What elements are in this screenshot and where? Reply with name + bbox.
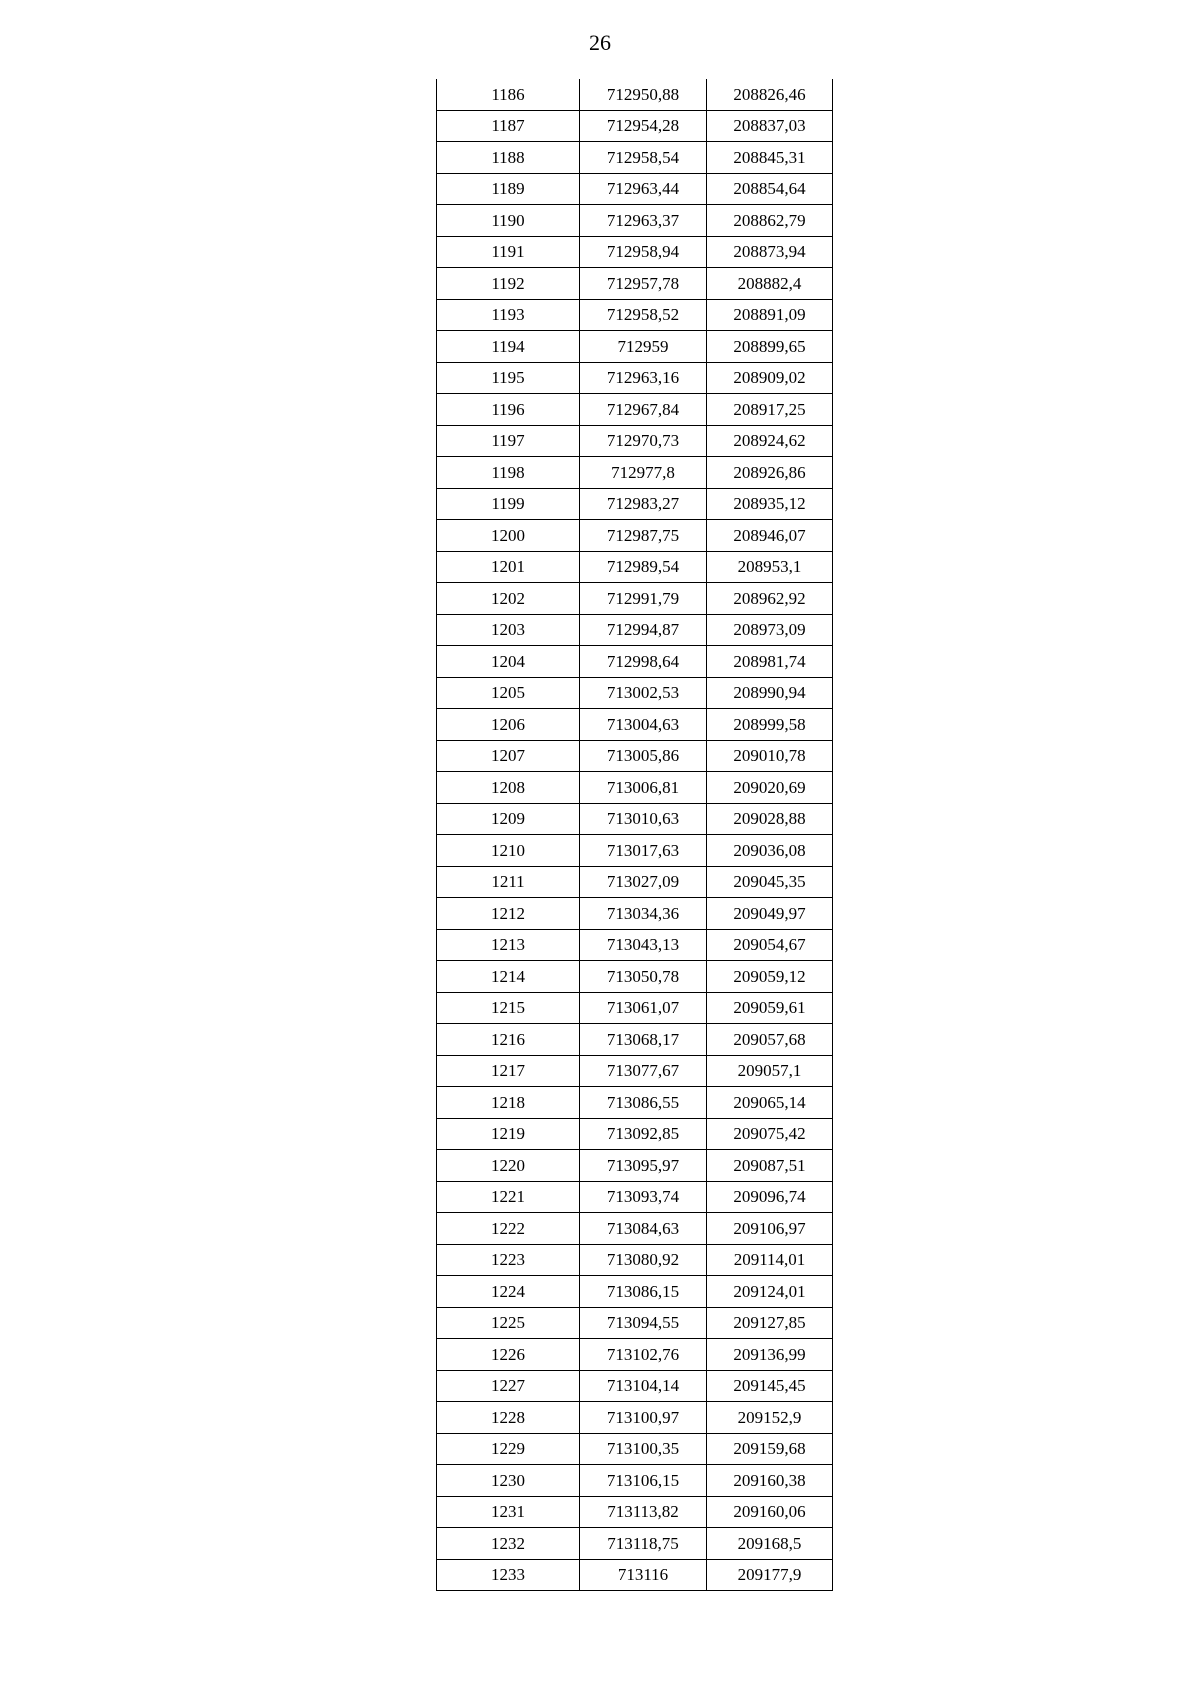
- table-row: [437, 520, 833, 552]
- y-coordinate-cell: 209136,99: [707, 1339, 833, 1371]
- table-row: [437, 1150, 833, 1182]
- y-coordinate-cell: 209059,12: [707, 961, 833, 993]
- x-coordinate-cell: 713061,07: [580, 992, 707, 1024]
- x-coordinate-cell: 713094,55: [580, 1307, 707, 1339]
- x-coordinate-cell: 712958,94: [580, 236, 707, 268]
- y-coordinate-cell: 208973,09: [707, 614, 833, 646]
- y-coordinate-cell: 208826,46: [707, 79, 833, 110]
- page-number: 26: [589, 30, 611, 55]
- point-number-cell: 1220: [437, 1150, 580, 1182]
- point-number-cell: 1223: [437, 1244, 580, 1276]
- point-number-cell: 1193: [437, 299, 580, 331]
- table-row: [437, 1181, 833, 1213]
- y-coordinate-cell: 208926,86: [707, 457, 833, 489]
- x-coordinate-cell: 712958,54: [580, 142, 707, 174]
- table-row: [437, 677, 833, 709]
- table-row: [437, 835, 833, 867]
- point-number-cell: 1229: [437, 1433, 580, 1465]
- table-row: [437, 803, 833, 835]
- table-row: [437, 1370, 833, 1402]
- table-row: [437, 268, 833, 300]
- table-row: [437, 173, 833, 205]
- table-row: [437, 1024, 833, 1056]
- point-number-cell: 1217: [437, 1055, 580, 1087]
- coordinates-table: [436, 79, 833, 1591]
- y-coordinate-cell: 208873,94: [707, 236, 833, 268]
- x-coordinate-cell: 712967,84: [580, 394, 707, 426]
- point-number-cell: 1187: [437, 110, 580, 142]
- table-row: [437, 1339, 833, 1371]
- y-coordinate-cell: 208882,4: [707, 268, 833, 300]
- y-coordinate-cell: 209160,06: [707, 1496, 833, 1528]
- table-row: [437, 394, 833, 426]
- point-number-cell: 1192: [437, 268, 580, 300]
- x-coordinate-cell: 713092,85: [580, 1118, 707, 1150]
- x-coordinate-cell: 712987,75: [580, 520, 707, 552]
- table-row: [437, 457, 833, 489]
- point-number-cell: 1212: [437, 898, 580, 930]
- x-coordinate-cell: 713086,15: [580, 1276, 707, 1308]
- point-number-cell: 1191: [437, 236, 580, 268]
- point-number-cell: 1200: [437, 520, 580, 552]
- point-number-cell: 1198: [437, 457, 580, 489]
- point-number-cell: 1216: [437, 1024, 580, 1056]
- x-coordinate-cell: 713100,35: [580, 1433, 707, 1465]
- point-number-cell: 1199: [437, 488, 580, 520]
- x-coordinate-cell: 713017,63: [580, 835, 707, 867]
- table-row: [437, 1055, 833, 1087]
- x-coordinate-cell: 712950,88: [580, 79, 707, 110]
- point-number-cell: 1195: [437, 362, 580, 394]
- point-number-cell: 1231: [437, 1496, 580, 1528]
- y-coordinate-cell: 209124,01: [707, 1276, 833, 1308]
- x-coordinate-cell: 713004,63: [580, 709, 707, 741]
- point-number-cell: 1202: [437, 583, 580, 615]
- y-coordinate-cell: 208924,62: [707, 425, 833, 457]
- table-row: [437, 961, 833, 993]
- y-coordinate-cell: 208981,74: [707, 646, 833, 678]
- y-coordinate-cell: 209054,67: [707, 929, 833, 961]
- table-row: [437, 583, 833, 615]
- y-coordinate-cell: 209160,38: [707, 1465, 833, 1497]
- y-coordinate-cell: 208946,07: [707, 520, 833, 552]
- y-coordinate-cell: 209010,78: [707, 740, 833, 772]
- x-coordinate-cell: 713104,14: [580, 1370, 707, 1402]
- y-coordinate-cell: 208854,64: [707, 173, 833, 205]
- point-number-cell: 1210: [437, 835, 580, 867]
- coordinates-table-body: [437, 79, 833, 1591]
- table-row: [437, 1528, 833, 1560]
- table-row: [437, 1118, 833, 1150]
- y-coordinate-cell: 209145,45: [707, 1370, 833, 1402]
- point-number-cell: 1233: [437, 1559, 580, 1591]
- y-coordinate-cell: 209087,51: [707, 1150, 833, 1182]
- y-coordinate-cell: 209168,5: [707, 1528, 833, 1560]
- table-row: [437, 1276, 833, 1308]
- y-coordinate-cell: 209059,61: [707, 992, 833, 1024]
- table-row: [437, 898, 833, 930]
- point-number-cell: 1197: [437, 425, 580, 457]
- table-row: [437, 1213, 833, 1245]
- y-coordinate-cell: 208845,31: [707, 142, 833, 174]
- point-number-cell: 1205: [437, 677, 580, 709]
- x-coordinate-cell: 713086,55: [580, 1087, 707, 1119]
- y-coordinate-cell: 209127,85: [707, 1307, 833, 1339]
- y-coordinate-cell: 208837,03: [707, 110, 833, 142]
- table-row: [437, 740, 833, 772]
- table-row: [437, 142, 833, 174]
- table-row: [437, 866, 833, 898]
- point-number-cell: 1186: [437, 79, 580, 110]
- point-number-cell: 1201: [437, 551, 580, 583]
- y-coordinate-cell: 209114,01: [707, 1244, 833, 1276]
- x-coordinate-cell: 712983,27: [580, 488, 707, 520]
- point-number-cell: 1221: [437, 1181, 580, 1213]
- x-coordinate-cell: 713043,13: [580, 929, 707, 961]
- table-row: [437, 1244, 833, 1276]
- table-row: [437, 1402, 833, 1434]
- x-coordinate-cell: 712994,87: [580, 614, 707, 646]
- point-number-cell: 1208: [437, 772, 580, 804]
- x-coordinate-cell: 713006,81: [580, 772, 707, 804]
- y-coordinate-cell: 209028,88: [707, 803, 833, 835]
- y-coordinate-cell: 209049,97: [707, 898, 833, 930]
- point-number-cell: 1213: [437, 929, 580, 961]
- table-row: [437, 551, 833, 583]
- x-coordinate-cell: 713095,97: [580, 1150, 707, 1182]
- x-coordinate-cell: 713102,76: [580, 1339, 707, 1371]
- table-row: [437, 929, 833, 961]
- table-row: [437, 1559, 833, 1591]
- y-coordinate-cell: 208953,1: [707, 551, 833, 583]
- point-number-cell: 1219: [437, 1118, 580, 1150]
- x-coordinate-cell: 712959: [580, 331, 707, 363]
- x-coordinate-cell: 713002,53: [580, 677, 707, 709]
- x-coordinate-cell: 713034,36: [580, 898, 707, 930]
- table-row: [437, 299, 833, 331]
- y-coordinate-cell: 209057,1: [707, 1055, 833, 1087]
- y-coordinate-cell: 209152,9: [707, 1402, 833, 1434]
- point-number-cell: 1227: [437, 1370, 580, 1402]
- table-row: [437, 1087, 833, 1119]
- point-number-cell: 1203: [437, 614, 580, 646]
- table-row: [437, 488, 833, 520]
- x-coordinate-cell: 713113,82: [580, 1496, 707, 1528]
- point-number-cell: 1214: [437, 961, 580, 993]
- point-number-cell: 1194: [437, 331, 580, 363]
- table-row: [437, 1307, 833, 1339]
- table-row: [437, 236, 833, 268]
- x-coordinate-cell: 712963,37: [580, 205, 707, 237]
- x-coordinate-cell: 712957,78: [580, 268, 707, 300]
- x-coordinate-cell: 712977,8: [580, 457, 707, 489]
- x-coordinate-cell: 713106,15: [580, 1465, 707, 1497]
- table-row: [437, 1496, 833, 1528]
- point-number-cell: 1232: [437, 1528, 580, 1560]
- x-coordinate-cell: 713010,63: [580, 803, 707, 835]
- point-number-cell: 1222: [437, 1213, 580, 1245]
- point-number-cell: 1230: [437, 1465, 580, 1497]
- x-coordinate-cell: 713116: [580, 1559, 707, 1591]
- table-row: [437, 614, 833, 646]
- table-row: [437, 362, 833, 394]
- table-row: [437, 772, 833, 804]
- y-coordinate-cell: 209045,35: [707, 866, 833, 898]
- x-coordinate-cell: 713050,78: [580, 961, 707, 993]
- y-coordinate-cell: 209106,97: [707, 1213, 833, 1245]
- table-row: [437, 79, 833, 110]
- y-coordinate-cell: 209177,9: [707, 1559, 833, 1591]
- table-row: [437, 709, 833, 741]
- point-number-cell: 1206: [437, 709, 580, 741]
- y-coordinate-cell: 208990,94: [707, 677, 833, 709]
- y-coordinate-cell: 208909,02: [707, 362, 833, 394]
- table-row: [437, 110, 833, 142]
- point-number-cell: 1207: [437, 740, 580, 772]
- x-coordinate-cell: 713005,86: [580, 740, 707, 772]
- x-coordinate-cell: 712954,28: [580, 110, 707, 142]
- point-number-cell: 1209: [437, 803, 580, 835]
- x-coordinate-cell: 713077,67: [580, 1055, 707, 1087]
- y-coordinate-cell: 209075,42: [707, 1118, 833, 1150]
- x-coordinate-cell: 713100,97: [580, 1402, 707, 1434]
- x-coordinate-cell: 713027,09: [580, 866, 707, 898]
- x-coordinate-cell: 712991,79: [580, 583, 707, 615]
- x-coordinate-cell: 712963,44: [580, 173, 707, 205]
- y-coordinate-cell: 209036,08: [707, 835, 833, 867]
- point-number-cell: 1224: [437, 1276, 580, 1308]
- y-coordinate-cell: 209065,14: [707, 1087, 833, 1119]
- table-row: [437, 331, 833, 363]
- y-coordinate-cell: 208999,58: [707, 709, 833, 741]
- x-coordinate-cell: 713084,63: [580, 1213, 707, 1245]
- y-coordinate-cell: 209159,68: [707, 1433, 833, 1465]
- x-coordinate-cell: 713068,17: [580, 1024, 707, 1056]
- point-number-cell: 1188: [437, 142, 580, 174]
- y-coordinate-cell: 208935,12: [707, 488, 833, 520]
- table-row: [437, 992, 833, 1024]
- table-row: [437, 1433, 833, 1465]
- x-coordinate-cell: 712958,52: [580, 299, 707, 331]
- point-number-cell: 1190: [437, 205, 580, 237]
- y-coordinate-cell: 208862,79: [707, 205, 833, 237]
- point-number-cell: 1226: [437, 1339, 580, 1371]
- point-number-cell: 1215: [437, 992, 580, 1024]
- y-coordinate-cell: 208899,65: [707, 331, 833, 363]
- x-coordinate-cell: 713093,74: [580, 1181, 707, 1213]
- y-coordinate-cell: 208962,92: [707, 583, 833, 615]
- point-number-cell: 1225: [437, 1307, 580, 1339]
- point-number-cell: 1204: [437, 646, 580, 678]
- y-coordinate-cell: 209096,74: [707, 1181, 833, 1213]
- y-coordinate-cell: 208917,25: [707, 394, 833, 426]
- x-coordinate-cell: 713080,92: [580, 1244, 707, 1276]
- table-row: [437, 646, 833, 678]
- y-coordinate-cell: 209020,69: [707, 772, 833, 804]
- point-number-cell: 1211: [437, 866, 580, 898]
- point-number-cell: 1196: [437, 394, 580, 426]
- table-row: [437, 1465, 833, 1497]
- x-coordinate-cell: 712963,16: [580, 362, 707, 394]
- x-coordinate-cell: 712998,64: [580, 646, 707, 678]
- point-number-cell: 1189: [437, 173, 580, 205]
- x-coordinate-cell: 712989,54: [580, 551, 707, 583]
- point-number-cell: 1218: [437, 1087, 580, 1119]
- y-coordinate-cell: 208891,09: [707, 299, 833, 331]
- point-number-cell: 1228: [437, 1402, 580, 1434]
- table-row: [437, 425, 833, 457]
- y-coordinate-cell: 209057,68: [707, 1024, 833, 1056]
- table-row: [437, 205, 833, 237]
- x-coordinate-cell: 713118,75: [580, 1528, 707, 1560]
- x-coordinate-cell: 712970,73: [580, 425, 707, 457]
